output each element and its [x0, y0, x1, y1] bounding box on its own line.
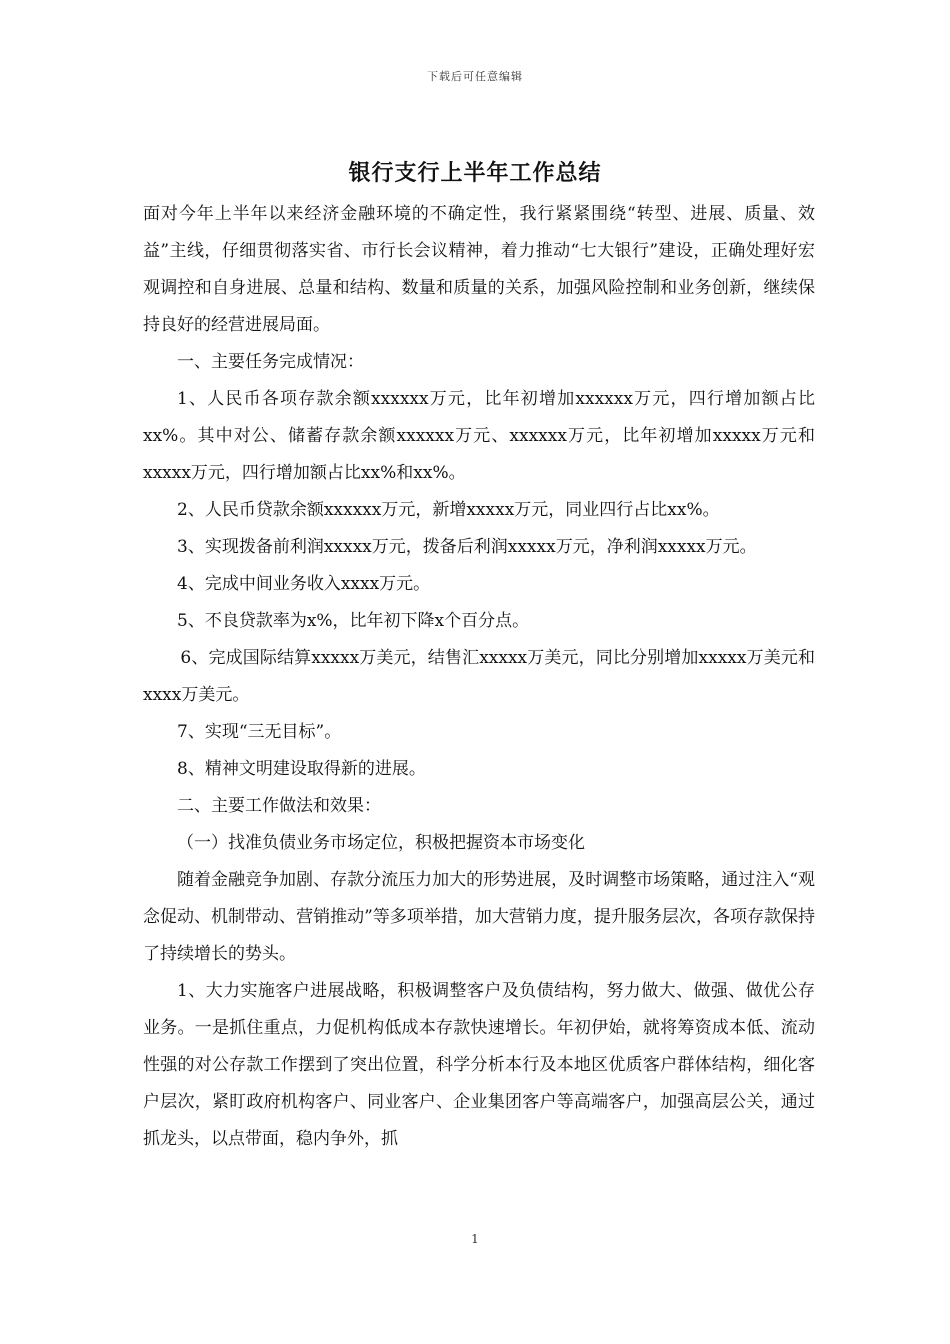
page-number: 1	[471, 1232, 479, 1246]
paragraph-intro: 面对今年上半年以来经济金融环境的不确定性，我行紧紧围绕“转型、进展、质量、效益”主线，仔细贯彻落实省、市行长会议精神，着力推动“七大银行”建设，正确处理好宏观调控和自身进展、总量和结构、数量和质量的关系，加强风险控制和业务创新，继续保持良好的经营进展局面。	[143, 204, 815, 335]
paragraph-strategy-1: 1、大力实施客户进展战略，积极调整客户及负债结构，努力做大、做强、做优公存业务。一是抓住重点，力促机构低成本存款快速增长。年初伊始，就将筹资成本低、流动性强的对公存款工作摆到了突出位置，科学分析本行及本地区优质客户群体结构，细化客户层次，紧盯政府机构客户、同业客户、企业集团客户等高端客户，加强高层公关，通过抓龙头，以点带面，稳内争外，抓	[143, 981, 815, 1149]
header-note: 下载后可任意编辑	[427, 70, 523, 83]
paragraph-item-1: 1、人民币各项存款余额xxxxxx万元，比年初增加xxxxxx万元，四行增加额占比xx%。其中对公、储蓄存款余额xxxxxx万元、xxxxxx万元，比年初增加xxxxx万元和xxxxx万元，四行增加额占比xx%和xx%。	[143, 389, 815, 483]
section-heading-1: 一、主要任务完成情况：	[177, 352, 364, 372]
paragraph-item-3: 3、实现拨备前利润xxxxx万元，拨备后利润xxxxx万元，净利润xxxxx万元。	[177, 537, 757, 557]
section-heading-2: 二、主要工作做法和效果：	[177, 796, 381, 816]
paragraph-item-2: 2、人民币贷款余额xxxxxx万元，新增xxxxx万元，同业四行占比xx%。	[177, 500, 720, 520]
paragraph-subsection-1: 随着金融竞争加剧、存款分流压力加大的形势进展，及时调整市场策略，通过注入“观念促动、机制带动、营销推动”等多项举措，加大营销力度，提升服务层次，各项存款保持了持续增长的势头。	[143, 870, 815, 964]
document-title: 银行支行上半年工作总结	[348, 160, 602, 186]
paragraph-item-5: 5、不良贷款率为x%，比年初下降x个百分点。	[177, 611, 530, 631]
paragraph-item-8: 8、精神文明建设取得新的进展。	[177, 759, 426, 779]
subsection-heading-1: （一）找准负债业务市场定位，积极把握资本市场变化	[177, 833, 585, 853]
paragraph-item-4: 4、完成中间业务收入xxxx万元。	[177, 574, 431, 594]
paragraph-item-7: 7、实现“三无目标”。	[177, 722, 342, 742]
document-body	[143, 196, 815, 1158]
paragraph-item-6: 6、完成国际结算xxxxx万美元，结售汇xxxxx万美元，同比分别增加xxxxx万美元和xxxx万美元。	[143, 648, 815, 705]
